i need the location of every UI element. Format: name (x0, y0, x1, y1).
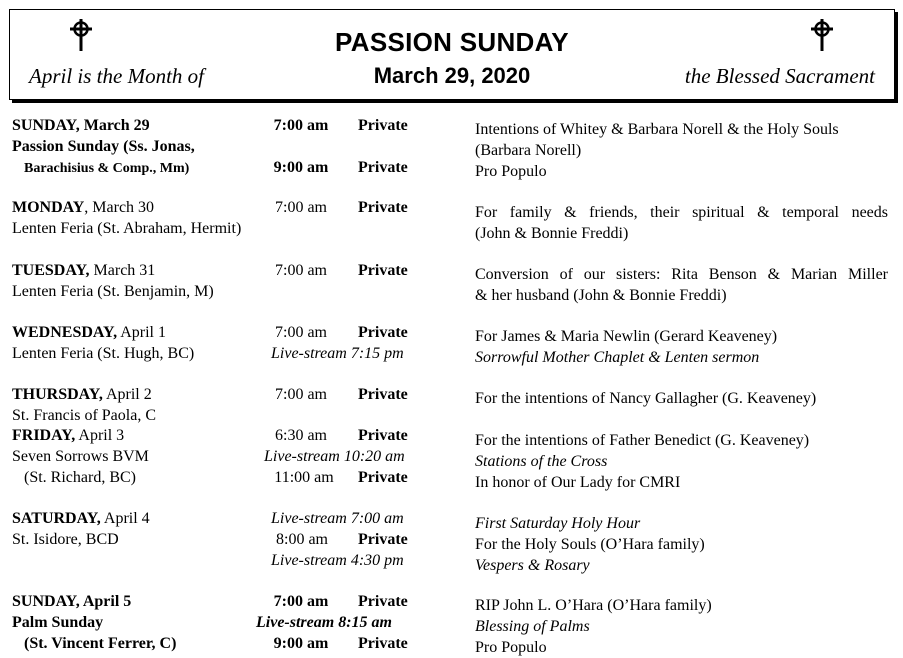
day-heading: MONDAY, March 30 (12, 199, 155, 216)
mass-type: Private (358, 469, 408, 486)
day-heading: SUNDAY, March 29 (12, 117, 150, 134)
mass-intention: For the intentions of Father Benedict (G. Keaveney) (475, 432, 810, 449)
mass-intention: Blessing of Palms (475, 618, 590, 635)
mass-intention: Pro Populo (475, 163, 547, 180)
mass-time: 11:00 am (274, 469, 334, 486)
feast-name: (St. Richard, BC) (24, 469, 136, 486)
mass-intention: (John & Bonnie Freddi) (475, 225, 629, 242)
mass-type: Private (358, 427, 408, 444)
day-heading: WEDNESDAY, April 1 (12, 324, 166, 341)
mass-intention: Sorrowful Mother Chaplet & Lenten sermon (475, 349, 760, 366)
feast-name: Seven Sorrows BVM (12, 448, 149, 465)
month-dedication-right: the Blessed Sacrament (684, 64, 875, 88)
feast-name: Passion Sunday (Ss. Jonas, (12, 138, 195, 155)
mass-intention: In honor of Our Lady for CMRI (475, 474, 681, 491)
feast-name: Palm Sunday (12, 614, 104, 631)
mass-time: 7:00 am (275, 386, 327, 403)
header-box (9, 9, 895, 100)
page-title: PASSION SUNDAY (335, 27, 569, 57)
live-stream-time: Live-stream 7:15 pm (271, 345, 404, 362)
mass-time: 7:00 am (275, 199, 327, 216)
day-heading: TUESDAY, March 31 (12, 262, 156, 279)
mass-time: 7:00 am (273, 593, 329, 610)
mass-intention: For family & friends, their spiritual & temporal needs (475, 204, 888, 221)
mass-type: Private (358, 159, 408, 176)
mass-type: Private (358, 531, 408, 548)
feast-name: (St. Vincent Ferrer, C) (24, 635, 177, 652)
mass-time: 6:30 am (275, 427, 327, 444)
day-heading: SATURDAY, April 4 (12, 510, 150, 527)
day-heading: FRIDAY, April 3 (12, 427, 125, 444)
mass-type: Private (358, 262, 408, 279)
feast-name: Lenten Feria (St. Hugh, BC) (12, 345, 195, 362)
day-heading: SUNDAY, April 5 (12, 593, 132, 610)
mass-intention: (Barbara Norell) (475, 142, 582, 159)
mass-type: Private (358, 386, 408, 403)
mass-intention: Pro Populo (475, 639, 547, 656)
mass-time: 7:00 am (273, 117, 329, 134)
mass-intention: & her husband (John & Bonnie Freddi) (475, 287, 727, 304)
mass-type: Private (358, 635, 408, 652)
live-stream-time: Live-stream 7:00 am (271, 510, 404, 527)
live-stream-time: Live-stream 4:30 pm (271, 552, 404, 569)
month-dedication-left: April is the Month of (29, 64, 204, 88)
mass-intention: For the Holy Souls (O’Hara family) (475, 536, 705, 553)
mass-type: Private (358, 199, 408, 216)
mass-intention: First Saturday Holy Hour (475, 515, 641, 532)
mass-time: 9:00 am (273, 159, 329, 176)
mass-time: 8:00 am (276, 531, 328, 548)
mass-intention: Intentions of Whitey & Barbara Norell & the Holy Souls (475, 121, 839, 138)
mass-intention: Conversion of our sisters: Rita Benson & Marian Miller (475, 266, 888, 283)
mass-type: Private (358, 593, 408, 610)
mass-time: 9:00 am (273, 635, 329, 652)
feast-name: St. Isidore, BCD (12, 531, 119, 548)
day-heading: THURSDAY, April 2 (12, 386, 152, 403)
mass-intention: For James & Maria Newlin (Gerard Keaveney) (475, 328, 778, 345)
feast-name: Lenten Feria (St. Benjamin, M) (12, 283, 214, 300)
page-date: March 29, 2020 (373, 63, 531, 88)
mass-intention: Stations of the Cross (475, 453, 608, 470)
mass-time: 7:00 am (275, 324, 327, 341)
mass-time: 7:00 am (275, 262, 327, 279)
live-stream-time: Live-stream 10:20 am (264, 448, 405, 465)
mass-type: Private (358, 117, 408, 134)
feast-name: St. Francis of Paola, C (12, 407, 156, 424)
mass-type: Private (358, 324, 408, 341)
mass-intention: For the intentions of Nancy Gallagher (G. Keaveney) (475, 390, 817, 407)
feast-name: Barachisius & Comp., Mm) (24, 161, 190, 176)
live-stream-time: Live-stream 8:15 am (256, 614, 392, 631)
mass-intention: Vespers & Rosary (475, 557, 590, 574)
mass-intention: RIP John L. O’Hara (O’Hara family) (475, 597, 712, 614)
feast-name: Lenten Feria (St. Abraham, Hermit) (12, 220, 242, 237)
